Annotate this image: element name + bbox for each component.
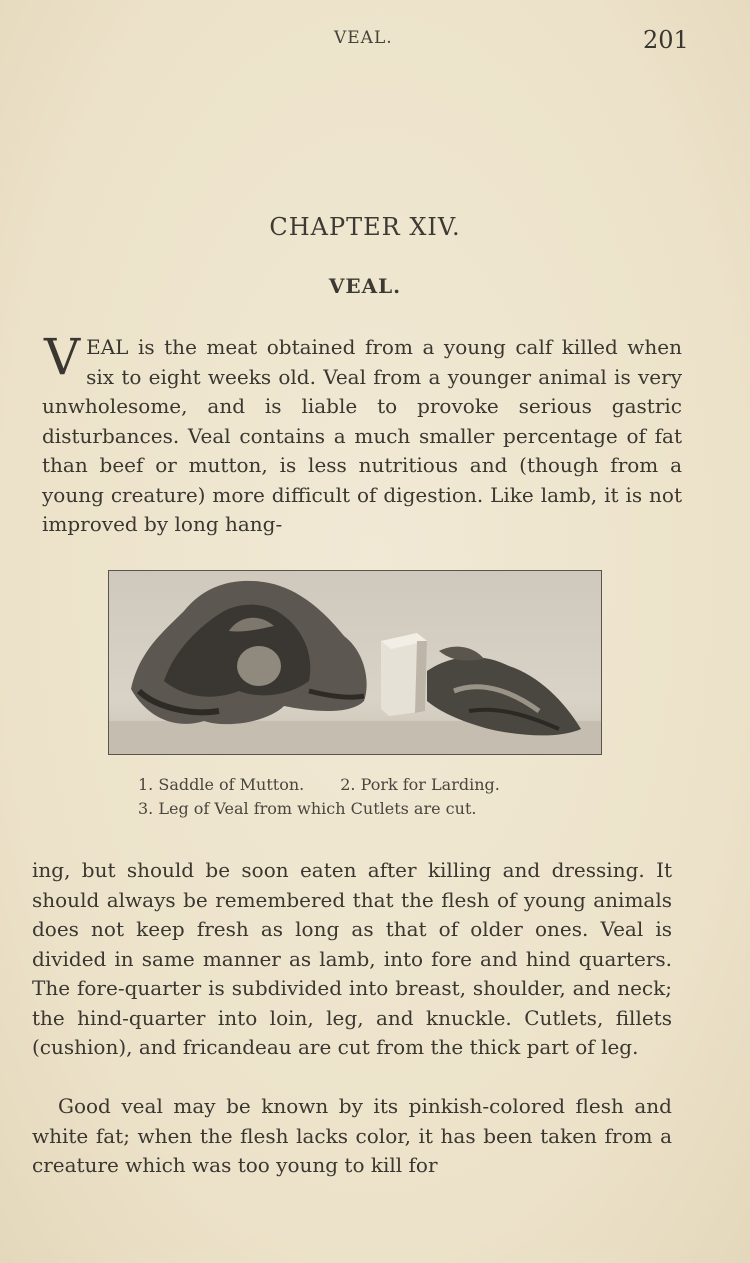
caption-item-2: 2. Pork for Larding. xyxy=(340,775,500,794)
caption-item-1: 1. Saddle of Mutton. xyxy=(138,775,305,794)
paragraph-2: ing, but should be soon eaten after killing and dressing. It should always be remembered that the flesh of young animals does not keep fresh as long as that of older ones. Veal is divided in same manner as lamb, into fore and hind quarters. The fore-quarter is subdivided into breast, shoulder, and neck; the hind-quarter into loin, leg, and knuckle. Cutlets, fillets (cushion), and fricandeau are cut from the thick part of leg. xyxy=(32,858,672,1059)
pork-for-larding-image xyxy=(381,633,427,716)
meat-cuts-photograph xyxy=(108,570,602,755)
section-title: VEAL. xyxy=(328,274,402,298)
paragraph-1-text: EAL is the meat obtained from a young calf killed when six to eight weeks old. Veal from a younger animal is very unwholesome, and is liable to provoke serious gastric disturbances. Veal contains a much smaller percentage of fat than beef or mutton, is less nutritious and (though from a young creature) more difficult of digestion. Like lamb, it is not improved by long hang- xyxy=(42,335,682,536)
running-head-title: VEAL. xyxy=(334,28,393,48)
paragraph-1 xyxy=(42,328,682,540)
page-number: 201 xyxy=(643,26,689,54)
figure-caption xyxy=(138,773,588,821)
caption-line-1 xyxy=(138,773,588,797)
caption-line-2: 3. Leg of Veal from which Cutlets are cut. xyxy=(138,799,477,818)
chapter-title: CHAPTER XIV. xyxy=(269,213,461,241)
paragraph-3: Good veal may be known by its pinkish-colored flesh and white fat; when the flesh lacks color, it has been taken from a creature which was too young to kill for xyxy=(32,1094,672,1177)
drop-cap: V xyxy=(44,328,81,386)
running-head xyxy=(0,28,750,58)
